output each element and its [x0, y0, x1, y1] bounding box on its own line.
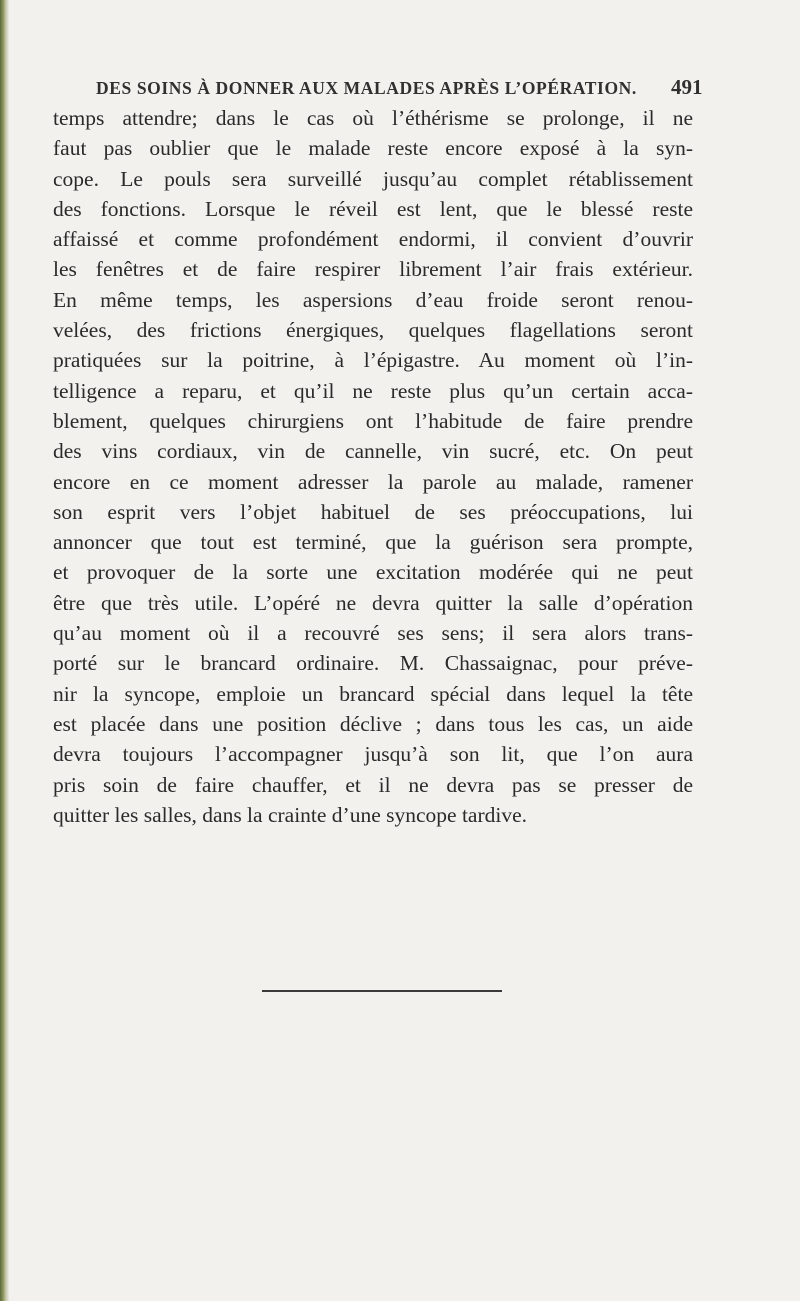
text-line: blement, quelques chirurgiens ont l’habitude de faire prendre [53, 408, 693, 433]
text-line: faut pas oublier que le malade reste encore exposé à la syn- [53, 136, 693, 161]
binding-edge [0, 0, 9, 1301]
text-line: velées, des frictions énergiques, quelques flagellations seront [53, 318, 693, 343]
text-line: les fenêtres et de faire respirer librement l’air frais extérieur. [53, 257, 693, 282]
text-line: devra toujours l’accompagner jusqu’à son lit, que l’on aura [53, 742, 693, 767]
page-number: 491 [671, 75, 703, 99]
text-line: et provoquer de la sorte une excitation modérée qui ne peut [53, 560, 693, 585]
text-line: telligence a reparu, et qu’il ne reste plus qu’un certain acca- [53, 378, 693, 403]
text-line: nir la syncope, emploie un brancard spécial dans lequel la tête [53, 681, 693, 706]
text-line: affaissé et comme profondément endormi, il convient d’ouvrir [53, 227, 693, 252]
text-line: son esprit vers l’objet habituel de ses préoccupations, lui [53, 499, 693, 524]
text-line: encore en ce moment adresser la parole au malade, ramener [53, 469, 693, 494]
text-line: des vins cordiaux, vin de cannelle, vin sucré, etc. On peut [53, 439, 693, 464]
text-line: cope. Le pouls sera surveillé jusqu’au complet rétablissement [53, 166, 693, 191]
text-line: En même temps, les aspersions d’eau froide seront renou- [53, 287, 693, 312]
end-rule [262, 990, 502, 992]
text-line: est placée dans une position déclive ; dans tous les cas, un aide [53, 711, 693, 736]
body-text [53, 103, 693, 830]
text-line: être que très utile. L’opéré ne devra quitter la salle d’opération [53, 590, 693, 615]
text-line: temps attendre; dans le cas où l’éthérisme se prolonge, il ne [53, 106, 693, 130]
text-line: porté sur le brancard ordinaire. M. Chassaignac, pour préve- [53, 651, 693, 676]
text-line: qu’au moment où il a recouvré ses sens; il sera alors trans- [53, 621, 693, 646]
text-line: annoncer que tout est terminé, que la guérison sera prompte, [53, 530, 693, 555]
text-line: quitter les salles, dans la crainte d’une syncope tardive. [53, 802, 528, 827]
text-line: pris soin de faire chauffer, et il ne devra pas se presser de [53, 772, 693, 797]
text-line: des fonctions. Lorsque le réveil est lent, que le blessé reste [53, 196, 693, 221]
running-head: DES SOINS À DONNER AUX MALADES APRÈS L’OPÉRATION. [96, 78, 637, 98]
text-line: pratiquées sur la poitrine, à l’épigastre. Au moment où l’in- [53, 348, 693, 373]
